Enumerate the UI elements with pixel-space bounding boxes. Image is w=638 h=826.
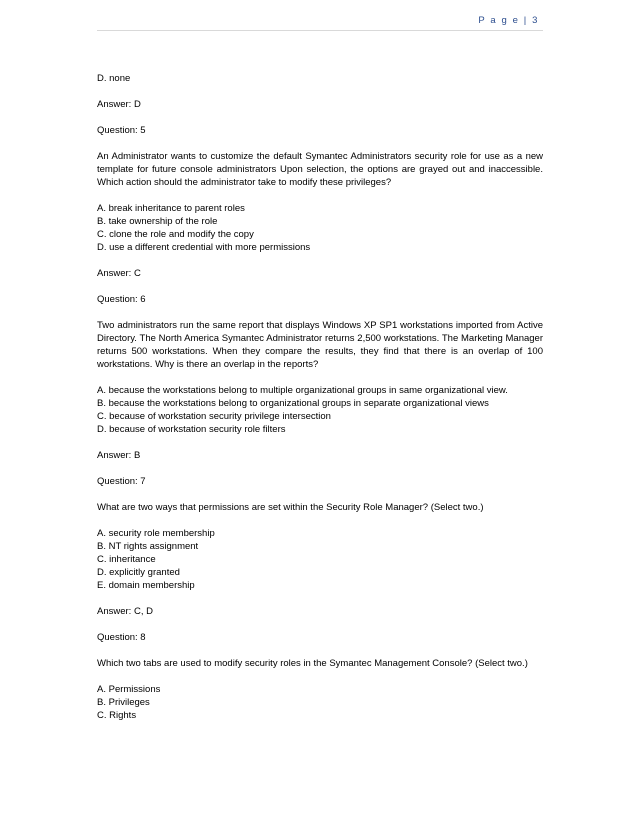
question-text: An Administrator wants to customize the default Symantec Administrators security role for use as a new template for future console administrators Upon selection, the options are grayed out and inaccessible. Which action should the administrator take to modify these privileges? xyxy=(97,151,543,188)
option-a: A. because the workstations belong to multiple organizational groups in same organizational view. xyxy=(97,385,508,396)
option-c: C. clone the role and modify the copy xyxy=(97,229,254,240)
answer-text: Answer: C, D xyxy=(97,606,153,617)
previous-option xyxy=(97,72,543,85)
question-7-answer xyxy=(97,605,543,618)
question-5-options xyxy=(97,202,543,254)
page-number: P a g e | 3 xyxy=(478,15,539,26)
question-6-text xyxy=(97,319,543,371)
question-7-text xyxy=(97,501,543,514)
option-a: A. break inheritance to parent roles xyxy=(97,203,245,214)
question-7-heading xyxy=(97,475,543,488)
question-8-options xyxy=(97,683,543,722)
answer-text: Answer: B xyxy=(97,450,141,461)
question-8-text xyxy=(97,657,543,670)
question-heading: Question: 5 xyxy=(97,125,146,136)
question-5-heading xyxy=(97,124,543,137)
question-6-answer xyxy=(97,449,543,462)
question-heading: Question: 6 xyxy=(97,294,146,305)
question-8-heading xyxy=(97,631,543,644)
question-text: Two administrators run the same report that displays Windows XP SP1 workstations imported from Active Directory. The North America Symantec Administrator returns 2,500 workstations. The Marketing Manager returns 500 workstations. When they compare the results, they find that there is an overlap of 100 workstations. Why is there an overlap in the reports? xyxy=(97,320,543,370)
question-5-answer xyxy=(97,267,543,280)
page-header xyxy=(97,14,543,31)
question-5-text xyxy=(97,150,543,189)
question-6-heading xyxy=(97,293,543,306)
option-a: A. Permissions xyxy=(97,684,161,695)
option-c: C. Rights xyxy=(97,710,137,721)
page-content xyxy=(97,72,543,735)
option-d: D. use a different credential with more permissions xyxy=(97,242,311,253)
option-e: E. domain membership xyxy=(97,580,195,591)
option-b: B. take ownership of the role xyxy=(97,216,218,227)
option-d: D. explicitly granted xyxy=(97,567,180,578)
question-text: What are two ways that permissions are set within the Security Role Manager? (Select two.) xyxy=(97,502,484,513)
option-a: A. security role membership xyxy=(97,528,215,539)
question-7-options xyxy=(97,527,543,592)
option-c: C. inheritance xyxy=(97,554,156,565)
option-b: B. because the workstations belong to organizational groups in separate organizational views xyxy=(97,398,489,409)
question-heading: Question: 8 xyxy=(97,632,146,643)
option-d: D. none xyxy=(97,73,131,84)
question-heading: Question: 7 xyxy=(97,476,146,487)
previous-answer xyxy=(97,98,543,111)
answer-text: Answer: C xyxy=(97,268,141,279)
option-b: B. NT rights assignment xyxy=(97,541,199,552)
option-c: C. because of workstation security privilege intersection xyxy=(97,411,331,422)
option-d: D. because of workstation security role filters xyxy=(97,424,286,435)
question-6-options xyxy=(97,384,543,436)
question-text: Which two tabs are used to modify security roles in the Symantec Management Console? (Select two.) xyxy=(97,658,528,669)
answer-text: Answer: D xyxy=(97,99,141,110)
option-b: B. Privileges xyxy=(97,697,150,708)
